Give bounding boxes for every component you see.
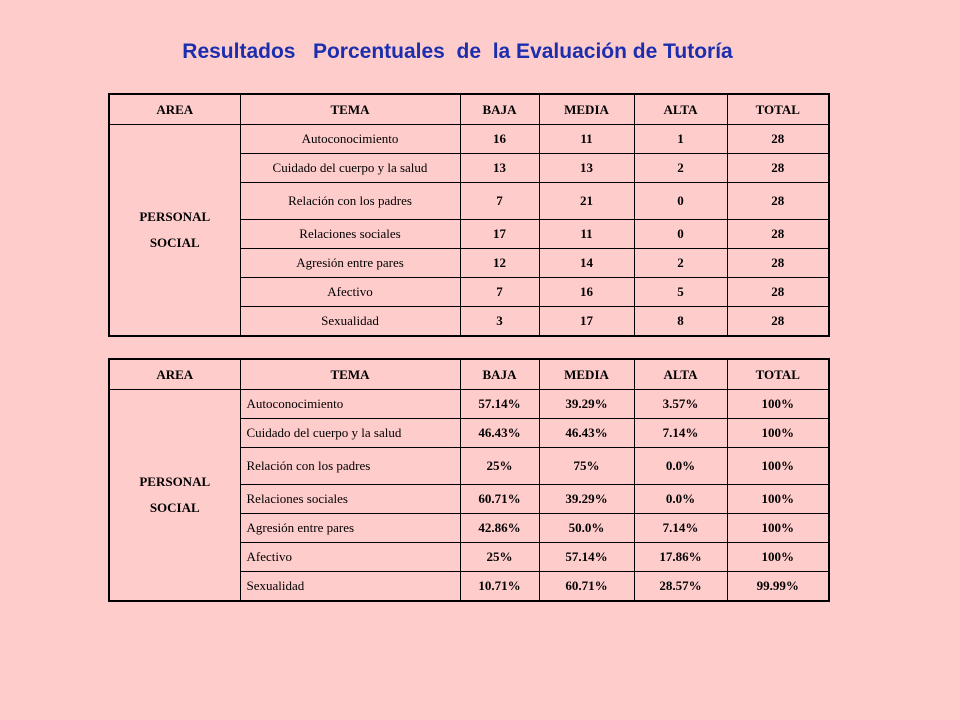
total-cell: 99.99%	[727, 572, 829, 601]
tema-cell: Afectivo	[240, 278, 460, 307]
percent-body	[109, 390, 829, 601]
table-row	[109, 125, 829, 154]
tema-cell: Sexualidad	[240, 572, 460, 601]
alta-cell: 0.0%	[634, 448, 727, 485]
header-row	[109, 94, 829, 125]
header-tema: TEMA	[240, 94, 460, 125]
baja-cell: 57.14%	[460, 390, 539, 419]
tema-cell: Cuidado del cuerpo y la salud	[240, 154, 460, 183]
table-row	[109, 390, 829, 419]
header-tema: TEMA	[240, 359, 460, 390]
media-cell: 39.29%	[539, 390, 634, 419]
media-cell: 75%	[539, 448, 634, 485]
baja-cell: 25%	[460, 448, 539, 485]
area-label-line1: PERSONAL	[139, 473, 211, 489]
alta-cell: 2	[634, 249, 727, 278]
alta-cell: 0	[634, 183, 727, 220]
baja-cell: 42.86%	[460, 514, 539, 543]
total-cell: 28	[727, 154, 829, 183]
alta-cell: 7.14%	[634, 514, 727, 543]
media-cell: 39.29%	[539, 485, 634, 514]
total-cell: 28	[727, 307, 829, 336]
total-cell: 100%	[727, 543, 829, 572]
media-cell: 60.71%	[539, 572, 634, 601]
total-cell: 100%	[727, 390, 829, 419]
tema-cell: Relaciones sociales	[240, 485, 460, 514]
tema-cell: Agresión entre pares	[240, 249, 460, 278]
total-cell: 28	[727, 183, 829, 220]
alta-cell: 2	[634, 154, 727, 183]
total-cell: 28	[727, 220, 829, 249]
media-cell: 17	[539, 307, 634, 336]
tema-cell: Cuidado del cuerpo y la salud	[240, 419, 460, 448]
total-cell: 100%	[727, 419, 829, 448]
header-total: TOTAL	[727, 94, 829, 125]
baja-cell: 16	[460, 125, 539, 154]
media-cell: 21	[539, 183, 634, 220]
alta-cell: 0.0%	[634, 485, 727, 514]
tema-cell: Afectivo	[240, 543, 460, 572]
area-label-line2: SOCIAL	[149, 234, 200, 250]
total-cell: 28	[727, 278, 829, 307]
percent-table	[108, 358, 830, 602]
baja-cell: 60.71%	[460, 485, 539, 514]
total-cell: 28	[727, 249, 829, 278]
media-cell: 50.0%	[539, 514, 634, 543]
tema-cell: Agresión entre pares	[240, 514, 460, 543]
alta-cell: 0	[634, 220, 727, 249]
header-baja: BAJA	[460, 359, 539, 390]
baja-cell: 12	[460, 249, 539, 278]
header-baja: BAJA	[460, 94, 539, 125]
header-media: MEDIA	[539, 94, 634, 125]
area-label-line2: SOCIAL	[149, 499, 200, 515]
baja-cell: 17	[460, 220, 539, 249]
media-cell: 46.43%	[539, 419, 634, 448]
area-label-line1: PERSONAL	[139, 208, 211, 224]
total-cell: 28	[727, 125, 829, 154]
header-area: AREA	[109, 359, 240, 390]
media-cell: 11	[539, 125, 634, 154]
tema-cell: Sexualidad	[240, 307, 460, 336]
baja-cell: 3	[460, 307, 539, 336]
total-cell: 100%	[727, 485, 829, 514]
header-alta: ALTA	[634, 359, 727, 390]
alta-cell: 5	[634, 278, 727, 307]
area-cell	[109, 125, 240, 336]
alta-cell: 3.57%	[634, 390, 727, 419]
media-cell: 13	[539, 154, 634, 183]
media-cell: 11	[539, 220, 634, 249]
alta-cell: 1	[634, 125, 727, 154]
tema-cell: Autoconocimiento	[240, 125, 460, 154]
page-title: Resultados Porcentuales de la Evaluación de Tutoría	[182, 40, 733, 63]
baja-cell: 7	[460, 183, 539, 220]
header-media: MEDIA	[539, 359, 634, 390]
media-cell: 14	[539, 249, 634, 278]
total-cell: 100%	[727, 448, 829, 485]
baja-cell: 25%	[460, 543, 539, 572]
alta-cell: 17.86%	[634, 543, 727, 572]
baja-cell: 13	[460, 154, 539, 183]
alta-cell: 7.14%	[634, 419, 727, 448]
counts-table	[108, 93, 830, 337]
baja-cell: 7	[460, 278, 539, 307]
area-cell	[109, 390, 240, 601]
counts-body	[109, 125, 829, 336]
header-total: TOTAL	[727, 359, 829, 390]
media-cell: 16	[539, 278, 634, 307]
baja-cell: 10.71%	[460, 572, 539, 601]
tema-cell: Relaciones sociales	[240, 220, 460, 249]
media-cell: 57.14%	[539, 543, 634, 572]
alta-cell: 8	[634, 307, 727, 336]
tema-cell: Relación con los padres	[240, 183, 460, 220]
alta-cell: 28.57%	[634, 572, 727, 601]
tema-cell: Autoconocimiento	[240, 390, 460, 419]
header-area: AREA	[109, 94, 240, 125]
total-cell: 100%	[727, 514, 829, 543]
baja-cell: 46.43%	[460, 419, 539, 448]
header-row	[109, 359, 829, 390]
header-alta: ALTA	[634, 94, 727, 125]
tema-cell: Relación con los padres	[240, 448, 460, 485]
